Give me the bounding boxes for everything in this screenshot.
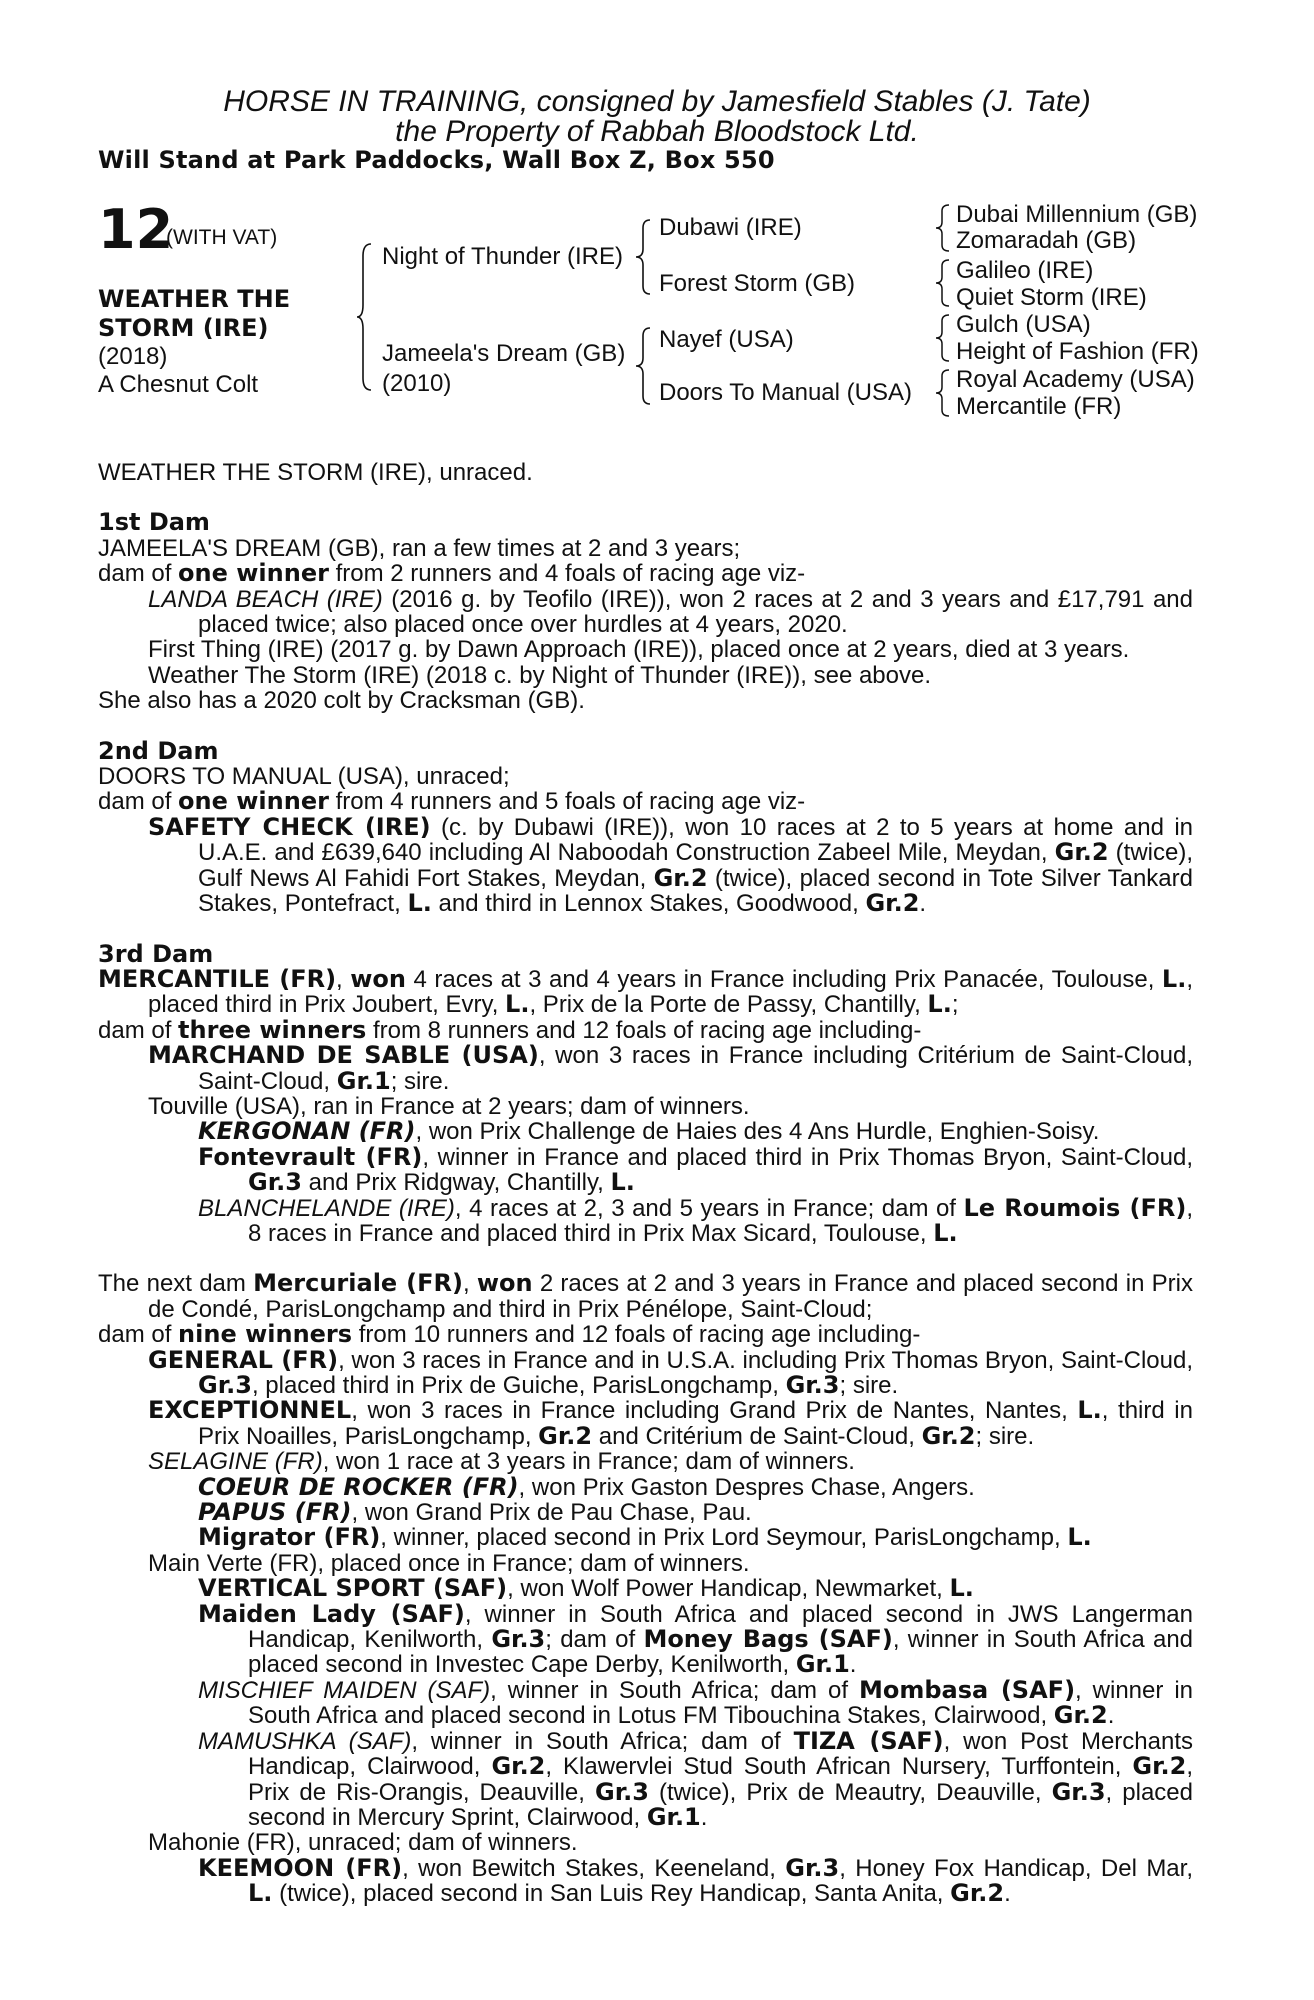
produce-item: Weather The Storm (IRE) (2018 c. by Night of Thunder (IRE)), see above. bbox=[148, 661, 932, 689]
g-brace-1 bbox=[933, 203, 953, 253]
race-record: WEATHER THE STORM (IRE), unraced. bbox=[98, 459, 533, 486]
first-dam-line: JAMEELA'S DREAM (GB), ran a few times at 2 and 3 years; bbox=[98, 534, 741, 562]
produce-item: EXCEPTIONNEL, won 3 races in France including Grand Prix de Nantes, Nantes, L., third in Prix Noailles, ParisLongchamp, Gr.2 and Critérium de Saint-Cloud, Gr.2; sire. bbox=[148, 1396, 1193, 1450]
stand-location: Will Stand at Park Paddocks, Wall Box Z, Box 550 bbox=[98, 146, 775, 174]
dam-line-brace bbox=[634, 326, 654, 406]
produce-item: KEEMOON (FR), won Bewitch Stakes, Keeneland, Gr.3, Honey Fox Handicap, Del Mar, L. (twice), placed second in San Luis Rey Handicap, Santa Anita, Gr.2. bbox=[198, 1853, 1193, 1908]
g-brace-2 bbox=[933, 258, 953, 308]
pedigree-g5: Gulch (USA) bbox=[956, 311, 1091, 338]
sire-dam-brace bbox=[355, 242, 375, 392]
pedigree-g1: Dubai Millennium (GB) bbox=[956, 201, 1198, 228]
produce-item: BLANCHELANDE (IRE), 4 races at 2, 3 and 5 years in France; dam of Le Roumois (FR), 8 races in France and placed third in Prix Max Sicard, Toulouse, L. bbox=[198, 1193, 1194, 1247]
third-dam-produce: dam of three winners from 8 runners and 12 foals of racing age including- bbox=[98, 1015, 922, 1044]
produce-item: SAFETY CHECK (IRE) (c. by Dubawi (IRE)), won 10 races at 2 to 5 years at home and in U.A.E. and £639,640 including Al Naboodah Construction Zabeel Mile, Meydan, Gr.2 (twice), Gulf News Al Fahidi Fort Stakes, Meydan, Gr.2 (twice), placed second in Tote Silver Tankard Stakes, Pontefract, L. and third in Lennox Stakes, Goodwood, Gr.2. bbox=[148, 812, 1194, 918]
pedigree-g8: Mercantile (FR) bbox=[956, 393, 1122, 420]
horse-description: A Chesnut Colt bbox=[98, 371, 259, 398]
pedigree-dam-year: (2010) bbox=[382, 370, 452, 397]
pedigree-g6: Height of Fashion (FR) bbox=[956, 338, 1199, 365]
pedigree-dam-sire: Nayef (USA) bbox=[659, 326, 794, 353]
produce-item: Fontevrault (FR), winner in France and placed third in Prix Thomas Bryon, Saint-Cloud, Gr.3 and Prix Ridgway, Chantilly, L. bbox=[198, 1142, 1194, 1197]
foaling-year: (2018) bbox=[98, 343, 168, 370]
next-dam-produce: dam of nine winners from 10 runners and 12 foals of racing age including- bbox=[98, 1320, 921, 1349]
produce-item: MAMUSHKA (SAF), winner in South Africa; dam of TIZA (SAF), won Post Merchants Handicap, Clairwood, Gr.2, Klawervlei Stud South African Nursery, Turffontein, Gr.2, Prix de Ris-Orangis, Deauville, Gr.3 (twice), Prix de Meautry, Deauville, Gr.3, placed second in Mercury Sprint, Clairwood, Gr.1. bbox=[198, 1726, 1193, 1831]
vat-note: (WITH VAT) bbox=[166, 226, 278, 249]
catalogue-body bbox=[98, 460, 1193, 1907]
g-brace-3 bbox=[933, 313, 953, 363]
produce-item: VERTICAL SPORT (SAF), won Wolf Power Handicap, Newmarket, L. bbox=[198, 1574, 974, 1603]
produce-item: Touville (USA), ran in France at 2 years; dam of winners. bbox=[148, 1092, 750, 1120]
pedigree-sire: Night of Thunder (IRE) bbox=[382, 243, 623, 270]
produce-item: Maiden Lady (SAF), winner in South Africa and placed second in JWS Langerman Handicap, Kenilworth, Gr.3; dam of Money Bags (SAF), winner in South Africa and placed second in Investec Cape Derby, Kenilworth, Gr.1. bbox=[198, 1599, 1194, 1679]
pedigree-sire-sire: Dubawi (IRE) bbox=[659, 214, 802, 241]
second-dam-heading: 2nd Dam bbox=[98, 736, 219, 765]
produce-item: MARCHAND DE SABLE (USA), won 3 races in France including Critérium de Saint-Cloud, Saint-Cloud, Gr.1; sire. bbox=[148, 1041, 1193, 1095]
produce-item: COEUR DE ROCKER (FR), won Prix Gaston Despres Chase, Angers. bbox=[198, 1472, 975, 1501]
produce-item: KERGONAN (FR), won Prix Challenge de Haies des 4 Ans Hurdle, Enghien-Soisy. bbox=[198, 1117, 1100, 1146]
second-dam-line: DOORS TO MANUAL (USA), unraced; bbox=[98, 763, 510, 791]
next-dam-line: The next dam Mercuriale (FR), won 2 races at 2 and 3 years in France and placed second in Prix de Condé, ParisLongchamp and third in Prix Pénélope, Saint-Cloud; bbox=[98, 1269, 1193, 1323]
third-dam-line: MERCANTILE (FR), won 4 races at 3 and 4 years in France including Prix Panacée, Toulouse, L., placed third in Prix Joubert, Evry, L., Prix de la Porte de Passy, Chantilly, L.; bbox=[98, 964, 1193, 1019]
lot-number: 12 bbox=[98, 198, 174, 261]
second-dam-produce: dam of one winner from 4 runners and 5 foals of racing age viz- bbox=[98, 787, 806, 816]
pedigree-g7: Royal Academy (USA) bbox=[956, 366, 1195, 393]
produce-item: Migrator (FR), winner, placed second in Prix Lord Seymour, ParisLongchamp, L. bbox=[198, 1523, 1092, 1552]
produce-item: Main Verte (FR), placed once in France; dam of winners. bbox=[148, 1549, 750, 1577]
pedigree-g3: Galileo (IRE) bbox=[956, 257, 1094, 284]
produce-item: SELAGINE (FR), won 1 race at 3 years in France; dam of winners. bbox=[148, 1448, 855, 1476]
pedigree-g2: Zomaradah (GB) bbox=[956, 227, 1137, 254]
produce-item: Mahonie (FR), unraced; dam of winners. bbox=[148, 1829, 578, 1857]
produce-note: She also has a 2020 colt by Cracksman (GB). bbox=[98, 687, 585, 715]
horse-name bbox=[98, 285, 338, 343]
third-dam-heading: 3rd Dam bbox=[98, 939, 214, 968]
pedigree-sire-dam: Forest Storm (GB) bbox=[659, 270, 856, 297]
horse-name-line1: WEATHER THE bbox=[98, 285, 291, 313]
horse-name-line2: STORM (IRE) bbox=[98, 314, 269, 342]
g-brace-4 bbox=[933, 368, 953, 418]
produce-item: GENERAL (FR), won 3 races in France and in U.S.A. including Prix Thomas Bryon, Saint-Cloud, Gr.3, placed third in Prix de Guiche, ParisLongchamp, Gr.3; sire. bbox=[148, 1345, 1194, 1399]
consignor-title: HORSE IN TRAINING, consigned by Jamesfield Stables (J. Tate) bbox=[223, 85, 1091, 118]
first-dam-heading: 1st Dam bbox=[98, 508, 210, 537]
produce-item: First Thing (IRE) (2017 g. by Dawn Approach (IRE)), placed once at 2 years, died at 3 years. bbox=[148, 636, 1130, 664]
pedigree-dam: Jameela's Dream (GB) bbox=[382, 340, 626, 367]
pedigree-g4: Quiet Storm (IRE) bbox=[956, 284, 1147, 311]
produce-item: LANDA BEACH (IRE) (2016 g. by Teofilo (IRE)), won 2 races at 2 and 3 years and £17,791 and placed twice; also placed once over hurdles at 4 years, 2020. bbox=[148, 585, 1193, 639]
sire-line-brace bbox=[634, 218, 654, 296]
first-dam-produce: dam of one winner from 2 runners and 4 foals of racing age viz- bbox=[98, 559, 806, 588]
produce-item: MISCHIEF MAIDEN (SAF), winner in South Africa; dam of Mombasa (SAF), winner in South Africa and placed second in Lotus FM Tibouchina Stakes, Clairwood, Gr.2. bbox=[198, 1675, 1193, 1730]
owner-title: the Property of Rabbah Bloodstock Ltd. bbox=[395, 115, 919, 148]
produce-item: PAPUS (FR), won Grand Prix de Pau Chase, Pau. bbox=[198, 1498, 752, 1527]
pedigree-dam-dam: Doors To Manual (USA) bbox=[659, 379, 912, 406]
